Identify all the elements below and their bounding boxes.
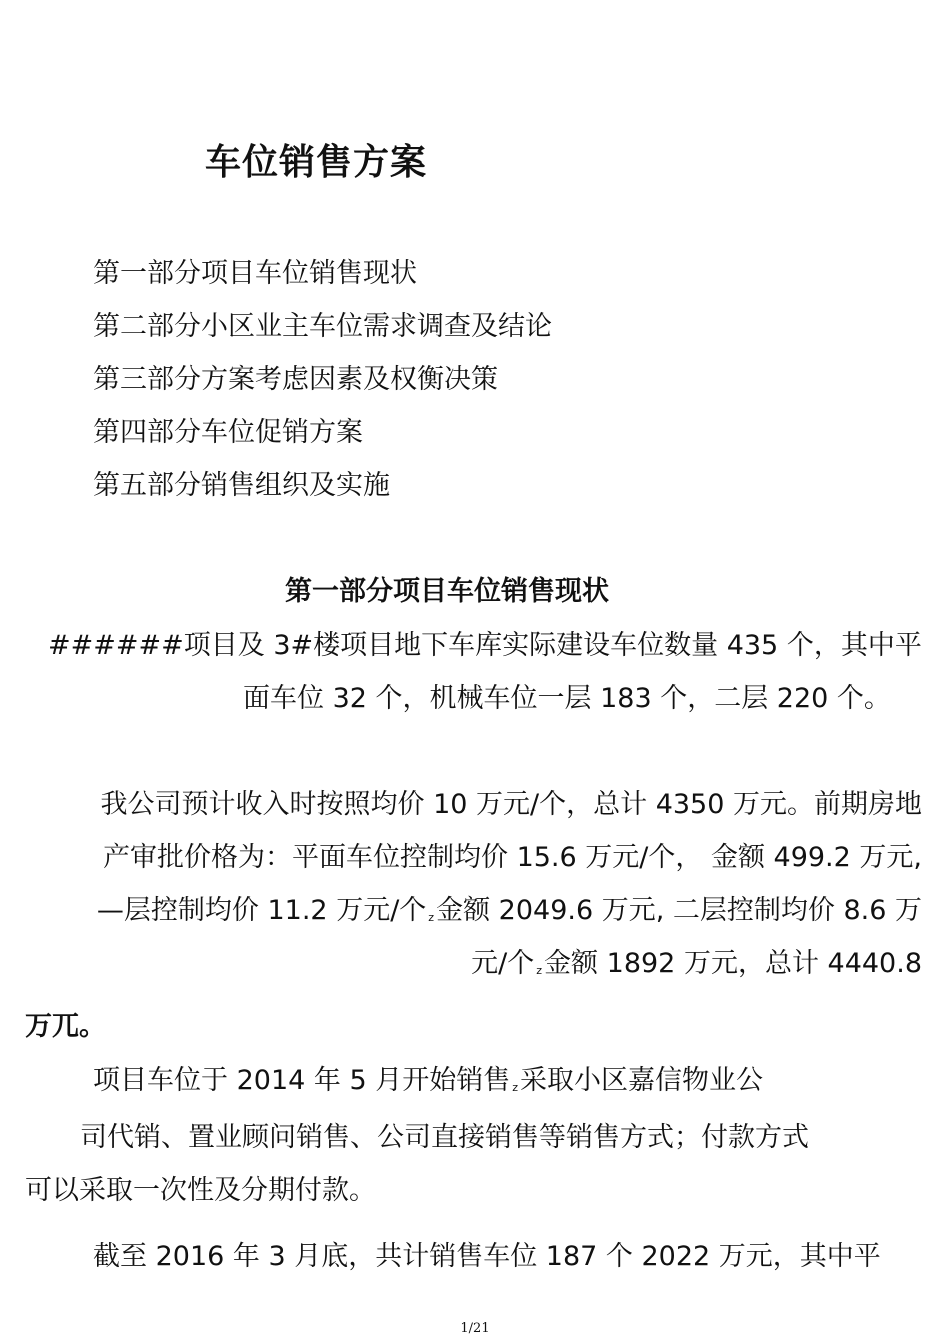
toc-item-4: 第四部分车位促销方案	[93, 417, 363, 448]
paragraph-1-line-2: 面车位 32 个，机械车位一层 183 个，二层 220 个。	[243, 683, 891, 714]
toc-item-2: 第二部分小区业主车位需求调查及结论	[93, 311, 552, 342]
paragraph-3-line-2: 司代销、置业顾问销售、公司直接销售等销售方式；付款方式	[80, 1122, 809, 1153]
section-heading: 第一部分项目车位销售现状	[285, 576, 609, 607]
paragraph-2-line-2: 产审批价格为：平面车位控制均价 15.6 万元/个， 金额 499.2 万元,	[102, 842, 922, 873]
document-title: 车位销售方案	[205, 142, 428, 183]
paragraph-2-line-4: 元/个 z金额 1892 万元，总计 4440.8	[471, 948, 922, 979]
toc-item-5: 第五部分销售组织及实施	[93, 470, 390, 501]
paragraph-2-line-1: 我公司预计收入时按照均价 10 万元/个，总计 4350 万元。前期房地	[100, 789, 922, 820]
toc-item-3: 第三部分方案考虑因素及权衡决策	[93, 364, 498, 395]
paragraph-1-line-1: ######项目及 3#楼项目地下车库实际建设车位数量 435 个，其中平	[48, 630, 922, 661]
inline-mark: z	[512, 1081, 519, 1094]
paragraph-2-line-3: —层控制均价 11.2 万元/个 z金额 2049.6 万元, 二层控制均价 8.6 万	[96, 895, 922, 926]
paragraph-3-line-3: 可以采取一次性及分期付款。	[25, 1175, 376, 1206]
paragraph-2-line-5: 万兀。	[25, 1011, 106, 1042]
paragraph-3-line-1: 项目车位于 2014 年 5 月开始销售 z采取小区嘉信物业公	[93, 1065, 764, 1096]
toc-item-1: 第一部分项目车位销售现状	[93, 258, 417, 289]
inline-mark: z	[428, 911, 435, 924]
page-number: 1/21	[460, 1321, 490, 1336]
paragraph-4-line-1: 截至 2016 年 3 月底，共计销售车位 187 个 2022 万元，其中平	[93, 1241, 881, 1272]
inline-mark: z	[536, 964, 543, 977]
